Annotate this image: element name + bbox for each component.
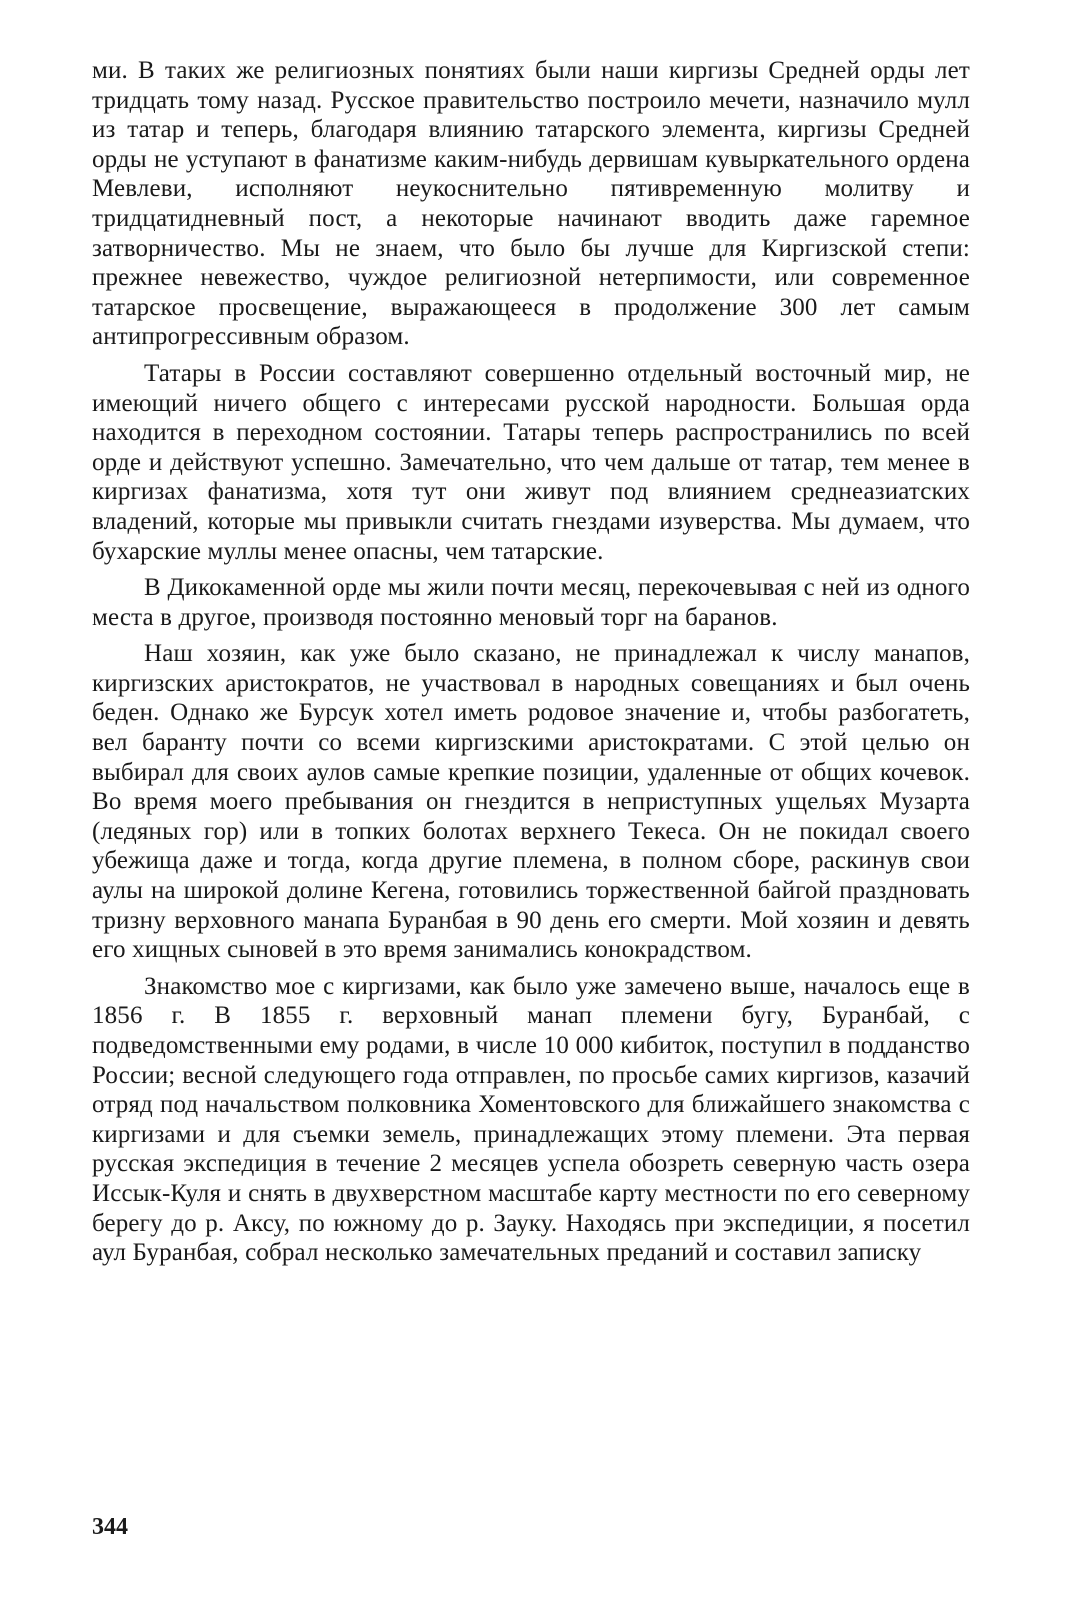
paragraph-1: ми. В таких же религиозных понятиях были наши киргизы Средней орды лет тридцать тому назад. Русское правительство построило мечети, назначило мулл из татар и теперь, благодаря влиянию татарского элемента, киргизы Средней орды не уступают в фанатизме каким-нибудь дервишам кувыркательного ордена Мевлеви, исполняют неукоснительно пятивременную молитву и тридцатидневный пост, а некоторые начинают вводить даже гаремное затворничество. Мы не знаем, что было бы лучше для Киргизской степи: прежнее невежество, чуждое религиозной нетерпимости, или современное татарское просвещение, выражающееся в продолжение 300 лет самым антипрогрессивным образом. bbox=[92, 57, 970, 351]
paragraph-2: Татары в России составляют совершенно отдельный восточный мир, не имеющий ничего общего с интересами русской народности. Большая орда находится в переходном состоянии. Татары теперь распространились по всей орде и действуют успешно. Замечательно, что чем дальше от татар, тем менее в киргизах фанатизма, хотя тут они живут под влиянием среднеазиатских владений, которые мы привыкли считать гнездами изуверства. Мы думаем, что бухарские муллы менее опасны, чем татарские. bbox=[92, 359, 970, 565]
body-text bbox=[92, 56, 970, 1268]
page-number: 344 bbox=[92, 1514, 128, 1540]
paragraph-5: Знакомство мое с киргизами, как было уже замечено выше, началось еще в 1856 г. В 1855 г. верховный манап племени бугу, Буранбай, с подведомственными ему родами, в числе 10 000 кибиток, поступил в подданство России; весной следующего года отправлен, по просьбе самих киргизов, казачий отряд под начальством полковника Хоментовского для ближайшего знакомства с киргизами и для съемки земель, принадлежащих этому племени. Эта первая русская экспедиция в течение 2 месяцев успела обозреть северную часть озера Иссык-Куля и снять в двухверстном масштабе карту местности по его северному берегу до р. Аксу, по южному до р. Зауку. Находясь при экспедиции, я посетил аул Буранбая, собрал несколько замечательных преданий и составил записку bbox=[92, 972, 970, 1267]
paragraph-4: Наш хозяин, как уже было сказано, не принадлежал к числу манапов, киргизских аристократов, не участвовал в народных совещаниях и был очень беден. Однако же Бурсук хотел иметь родовое значение и, чтобы разбогатеть, вел баранту почти со всеми киргизскими аристократами. С этой целью он выбирал для своих аулов самые крепкие позиции, удаленные от общих кочевок. Во время моего пребывания он гнездится в неприступных ущельях Музарта (ледяных гор) или в топких болотах верхнего Текеса. Он не покидал своего убежища даже и тогда, когда другие племена, в полном сборе, раскинув свои аулы на широкой долине Кегена, готовились торжественной байгой праздновать тризну верховного манапа Буранбая в 90 день его смерти. Мой хозяин и девять его хищных сыновей в это время занимались конокрадством. bbox=[92, 640, 970, 964]
page-text-block bbox=[92, 56, 970, 1576]
paragraph-3: В Дикокаменной орде мы жили почти месяц, перекочевывая с ней из одного места в другое, производя постоянно меновый торг на баранов. bbox=[92, 574, 970, 631]
